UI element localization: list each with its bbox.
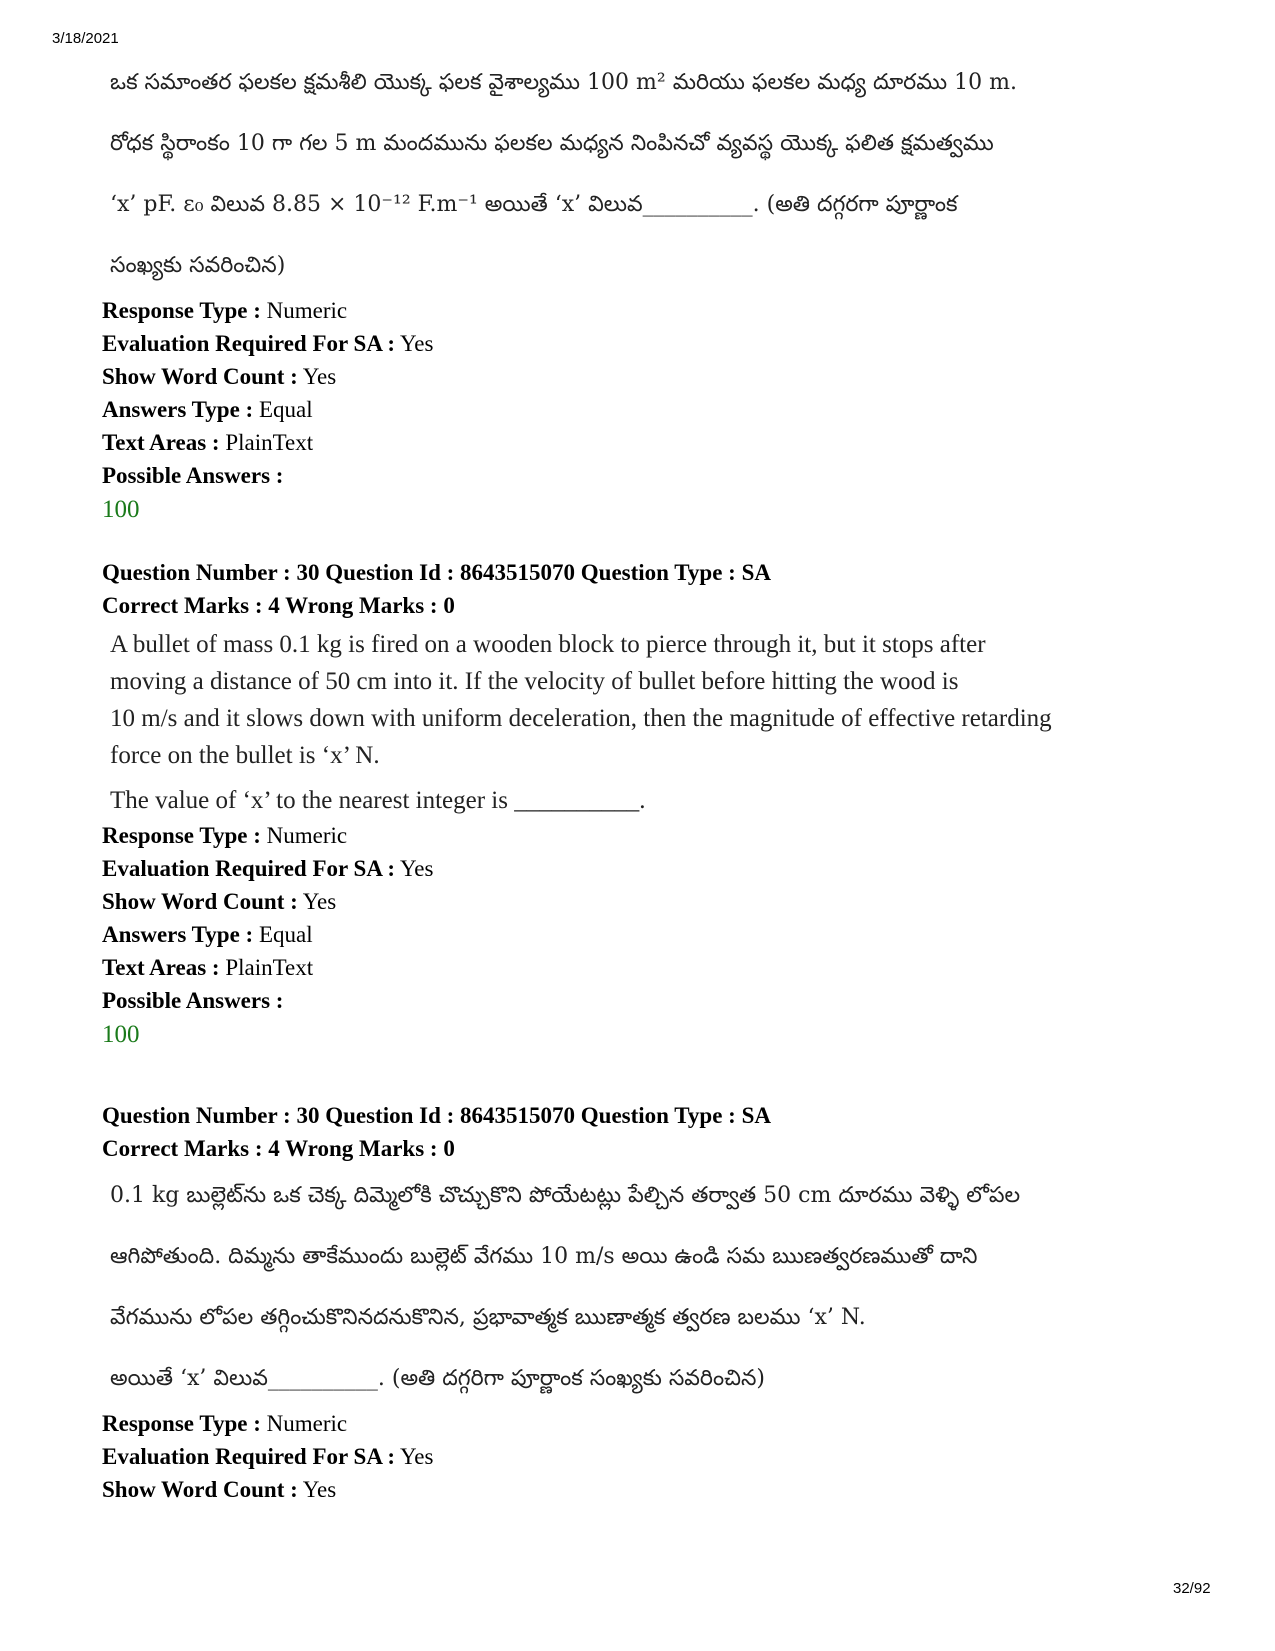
question-line: A bullet of mass 0.1 kg is fired on a wooden block to pierce through it, but it stops after <box>110 631 986 658</box>
answers-type-value: Equal <box>258 397 313 422</box>
possible-answer: 100 <box>102 1021 140 1048</box>
eval-required-label: Evaluation Required For SA : <box>102 856 396 881</box>
question-line: వేగమును లోపల తగ్గించుకొనినదనుకొనిన, ప్రభావాత్మక ఋణాత్మక త్వరణ బలము ‘x’ N. <box>110 1305 866 1330</box>
question-meta <box>102 819 1192 1017</box>
answers-type-label: Answers Type : <box>102 397 254 422</box>
show-word-count-label: Show Word Count : <box>102 889 298 914</box>
eval-required-value: Yes <box>400 331 434 356</box>
question-line: రోధక స్థిరాంకం 10 గా గల 5 m మందమును ఫలకల మధ్యన నింపినచో వ్యవస్థ యొక్క ఫలిత క్షమత్వము <box>110 131 994 156</box>
question-block-2 <box>102 556 1192 1053</box>
eval-required-label: Evaluation Required For SA : <box>102 1444 396 1469</box>
possible-answer: 100 <box>102 496 140 523</box>
show-word-count-value: Yes <box>302 889 337 914</box>
show-word-count-label: Show Word Count : <box>102 1477 298 1502</box>
show-word-count-value: Yes <box>302 364 337 389</box>
text-areas-value: PlainText <box>225 955 314 980</box>
question-line: 10 m/s and it slows down with uniform deceleration, then the magnitude of effective retarding <box>110 705 1052 732</box>
question-line: అయితే ‘x’ విలువ__________. (అతి దగ్గరిగా పూర్ణాంక సంఖ్యకు సవరించిన) <box>110 1366 766 1391</box>
response-type-label: Response Type : <box>102 298 261 323</box>
eval-required-value: Yes <box>400 1444 434 1469</box>
answers-type-label: Answers Type : <box>102 922 254 947</box>
response-type-value: Numeric <box>266 298 348 323</box>
eval-required-label: Evaluation Required For SA : <box>102 331 396 356</box>
answers-type-value: Equal <box>258 922 313 947</box>
show-word-count-label: Show Word Count : <box>102 364 298 389</box>
question-meta <box>102 1407 1192 1506</box>
print-date: 3/18/2021 <box>52 30 119 47</box>
question-text-telugu <box>102 52 1192 296</box>
question-marks: Correct Marks : 4 Wrong Marks : 0 <box>102 1136 455 1161</box>
page-number: 32/92 <box>1173 1580 1211 1597</box>
show-word-count-value: Yes <box>302 1477 337 1502</box>
question-line: moving a distance of 50 cm into it. If the velocity of bullet before hitting the wood is <box>110 668 959 695</box>
text-areas-label: Text Areas : <box>102 955 220 980</box>
question-header: Question Number : 30 Question Id : 8643515070 Question Type : SA <box>102 560 771 585</box>
response-type-label: Response Type : <box>102 1411 261 1436</box>
text-areas-label: Text Areas : <box>102 430 220 455</box>
question-marks: Correct Marks : 4 Wrong Marks : 0 <box>102 593 455 618</box>
question-block-3 <box>102 1099 1192 1506</box>
eval-required-value: Yes <box>400 856 434 881</box>
response-type-label: Response Type : <box>102 823 261 848</box>
question-block-1 <box>102 52 1192 528</box>
question-text-english <box>102 626 1192 819</box>
response-type-value: Numeric <box>266 1411 348 1436</box>
possible-answers-label: Possible Answers : <box>102 463 284 488</box>
question-line: 0.1 kg బుల్లెట్‌ను ఒక చెక్క దిమ్మెలోకి చొచ్చుకొని పోయేటట్లు పేల్చిన తర్వాత 50 cm దూరము వెళ్ళి లోపల <box>110 1183 1021 1208</box>
question-meta <box>102 294 1192 492</box>
question-line: ఒక సమాంతర ఫలకల క్షమశీలి యొక్క ఫలక వైశాల్యము 100 m² మరియు ఫలకల మధ్య దూరము 10 m. <box>110 70 1017 95</box>
question-line: సంఖ్యకు సవరించిన) <box>110 253 286 278</box>
text-areas-value: PlainText <box>225 430 314 455</box>
response-type-value: Numeric <box>266 823 348 848</box>
question-line: ‘x’ pF. ε₀ విలువ 8.85 × 10⁻¹² F.m⁻¹ అయితే ‘x’ విలువ__________. (అతి దగ్గరగా పూర్ణాంక <box>110 192 958 217</box>
possible-answers-label: Possible Answers : <box>102 988 284 1013</box>
question-line: ఆగిపోతుంది. దిమ్మను తాకేముందు బుల్లెట్ వేగము 10 m/s అయి ఉండి సమ ఋణత్వరణముతో దాని <box>110 1244 978 1269</box>
question-line: The value of ‘x’ to the nearest integer is __________. <box>110 787 646 814</box>
question-line: force on the bullet is ‘x’ N. <box>110 742 380 769</box>
question-header: Question Number : 30 Question Id : 8643515070 Question Type : SA <box>102 1103 771 1128</box>
question-text-telugu <box>102 1165 1192 1409</box>
